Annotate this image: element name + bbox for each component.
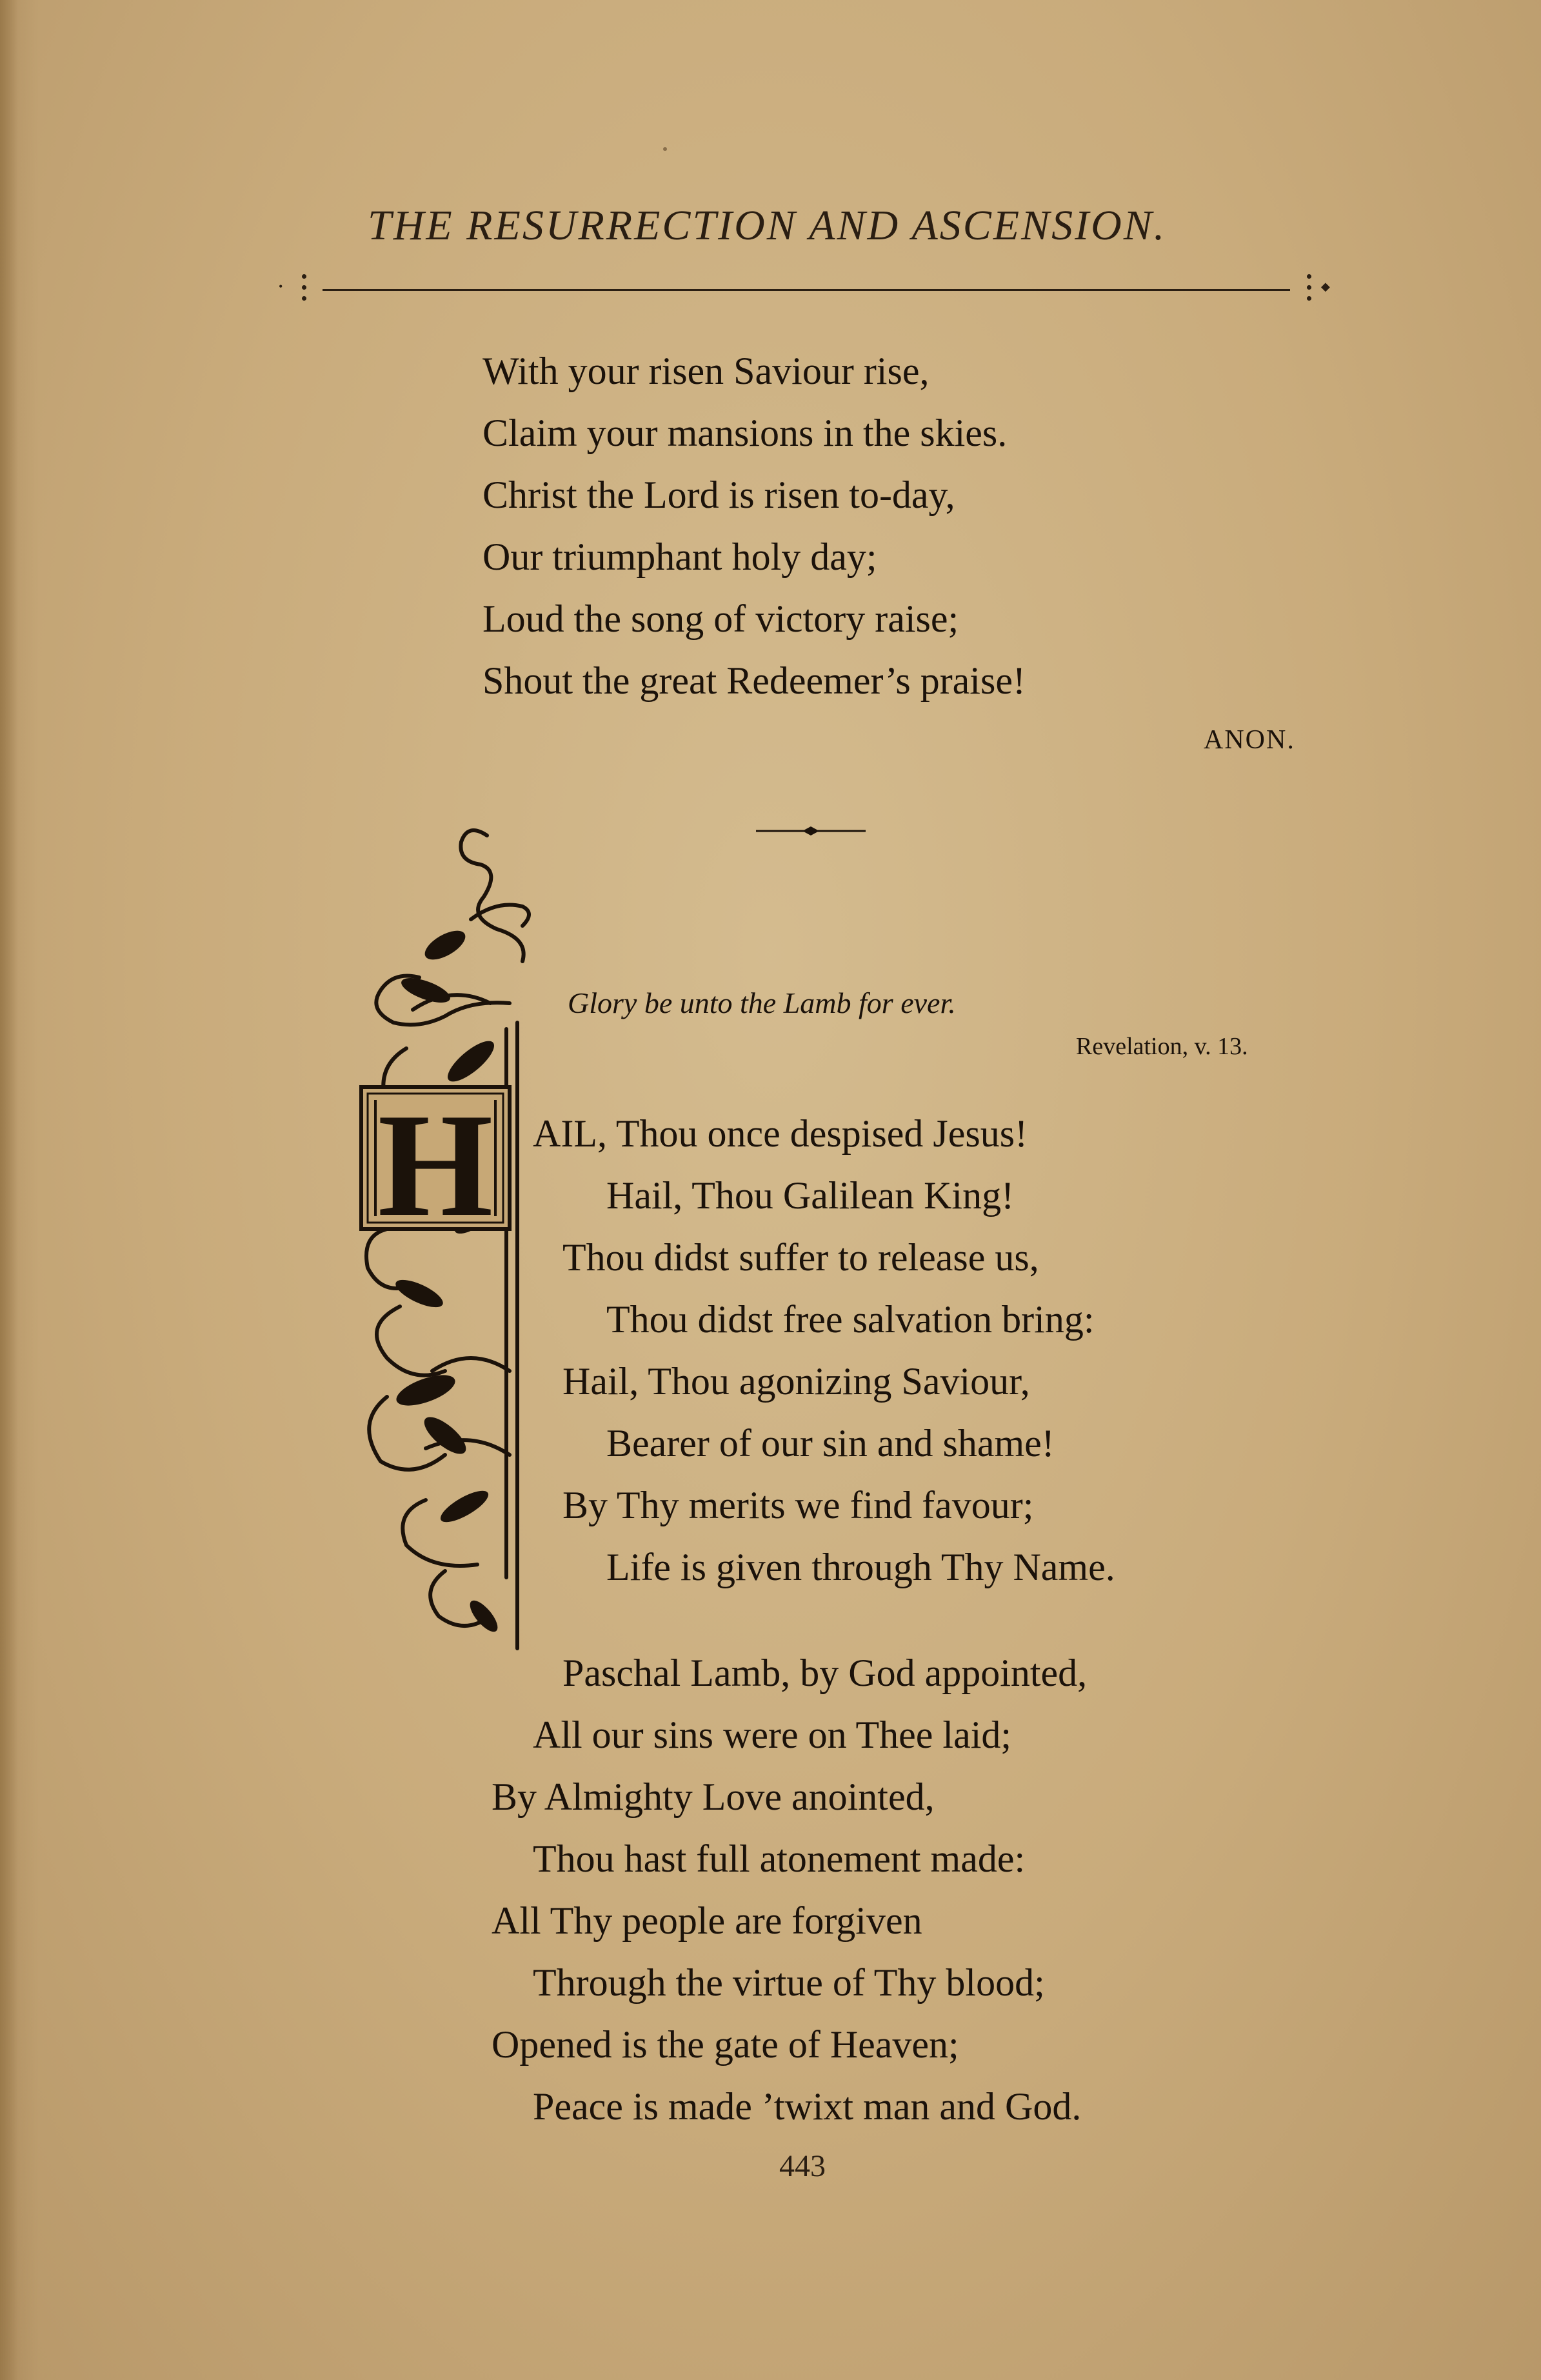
rule-ornament-left-dot: • [279, 280, 283, 293]
stanza3-line: Peace is made ’twixt man and God. [533, 2085, 1082, 2128]
running-header: THE RESURRECTION AND ASCENSION. [368, 202, 1167, 249]
stanza2-line: Hail, Thou Galilean King! [606, 1174, 1015, 1217]
rule-ornament-left [302, 274, 307, 307]
stanza1-line: With your risen Saviour rise, [482, 350, 930, 392]
rule-ornament-right-dot: ◆ [1321, 280, 1330, 293]
stanza3-line: All Thy people are forgiven [492, 1899, 922, 1942]
paper-speck [663, 147, 667, 151]
stanza1-line: Shout the great Redeemer’s praise! [482, 659, 1026, 702]
rule-ornament-right [1307, 274, 1312, 307]
stanza3-line: All our sins were on Thee laid; [533, 1714, 1012, 1756]
epigraph: Glory be unto the Lamb for ever. [568, 986, 956, 1019]
stanza2-line: Bearer of our sin and shame! [606, 1422, 1055, 1465]
stanza2-line: Thou didst suffer to release us, [562, 1236, 1039, 1279]
stanza1-line: Our triumphant holy day; [482, 535, 877, 578]
stanza2-line: Life is given through Thy Name. [606, 1546, 1115, 1588]
stanza2-line: AIL, Thou once despised Jesus! [533, 1112, 1028, 1155]
epigraph-reference: Revelation, v. 13. [1076, 1033, 1248, 1060]
stanza2-line: Thou didst free salvation bring: [606, 1298, 1095, 1341]
stanza1-line: Christ the Lord is risen to-day, [482, 474, 955, 516]
page-number: 443 [779, 2149, 826, 2183]
header-rule [323, 289, 1290, 291]
stanza1-line: Claim your mansions in the skies. [482, 412, 1008, 454]
stanza3-line: By Almighty Love anointed, [492, 1775, 935, 1818]
stanza3-line: Thou hast full atonement made: [533, 1837, 1026, 1880]
page-edge-shadow [0, 0, 18, 2380]
stanza3-line: Paschal Lamb, by God appointed, [562, 1652, 1088, 1694]
stanza2-line: By Thy merits we find favour; [562, 1484, 1034, 1526]
section-divider [756, 825, 866, 837]
drop-cap-letter: H [377, 1083, 493, 1247]
stanza3-line: Opened is the gate of Heaven; [492, 2023, 959, 2066]
stanza1-line: Loud the song of victory raise; [482, 597, 959, 640]
stanza2-line: Hail, Thou agonizing Saviour, [562, 1360, 1030, 1403]
ornamental-initial-h [348, 816, 535, 1661]
attribution: ANON. [1204, 725, 1295, 755]
stanza3-line: Through the virtue of Thy blood; [533, 1961, 1045, 2004]
